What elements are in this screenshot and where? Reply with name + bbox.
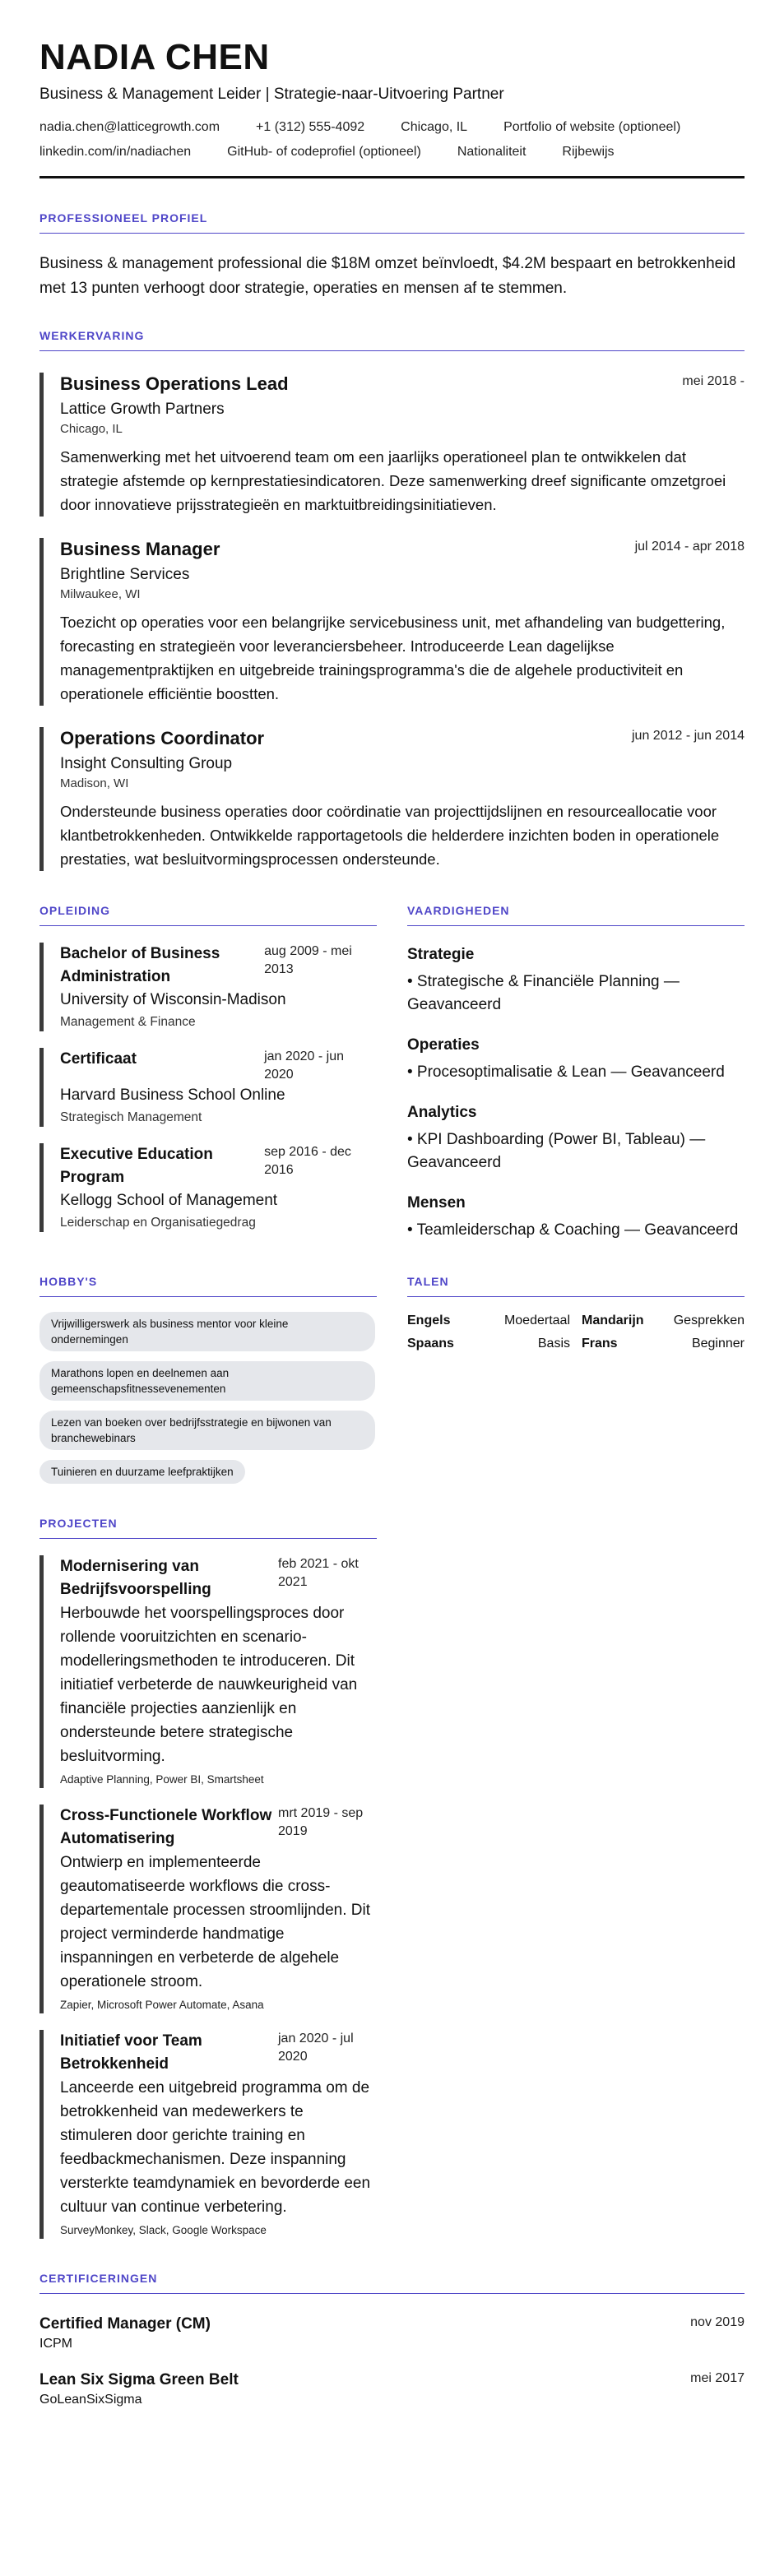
job-title: Business Operations Lead	[60, 373, 289, 394]
education-degree: Certificaat	[60, 1050, 137, 1068]
education-school: Kellogg School of Management	[60, 1192, 278, 1209]
header-divider	[39, 176, 745, 178]
job-description: Samenwerking met het uitvoerend team om een jaarlijks operationeel plan te ontwikkelen dat strategie afstemde op kernprestatiesindicatoren. Deze samenwerking dreef significante omzetgroei door innovatieve prijsstrategieën en marktuitbreidingsinitiatieven.	[60, 448, 726, 513]
section-title-projects: PROJECTEN	[39, 1517, 377, 1539]
education-date: aug 2009 - mei 2013	[264, 944, 352, 976]
hobbies-languages-row	[39, 1242, 745, 1484]
job-company: Lattice Growth Partners	[60, 401, 225, 418]
profile-summary: Business & management professional die $18M omzet beïnvloedt, $4.2M bespaart en betrokkenheid met 13 punten verhoogt door strategie, operaties en mensen af te stemmen.	[39, 255, 736, 297]
education-entry	[39, 1143, 377, 1232]
skills-section	[407, 871, 745, 1242]
skill-item: • Procesoptimalisatie & Lean — Geavanceerd	[407, 1063, 725, 1081]
experience-section	[39, 329, 745, 871]
contact-list	[39, 120, 747, 160]
resume-header	[39, 36, 745, 178]
project-entry	[39, 1555, 377, 1788]
project-title: Modernisering van Bedrijfsvoorspelling	[60, 1558, 211, 1598]
certification-entry	[39, 2370, 745, 2409]
projects-row-spacer	[407, 1484, 745, 2239]
project-description: Lanceerde een uitgebreid programma om de betrokkenheid van medewerkers te stimuleren door gerichte training en feedbackmechanismen. Deze inspanning versterkte teamdynamiek en bevorderde een cultuur van continue verbetering.	[60, 2079, 371, 2216]
language-level: Beginner	[691, 1337, 745, 1351]
education-school: Harvard Business School Online	[60, 1086, 285, 1104]
education-field: Leiderschap en Organisatiegedrag	[60, 1216, 256, 1230]
language-list	[407, 1313, 745, 1351]
project-date: mrt 2019 - sep 2019	[278, 1806, 364, 1838]
language-item	[407, 1313, 570, 1328]
project-tools: SurveyMonkey, Slack, Google Workspace	[60, 2224, 267, 2236]
job-title: Business Manager	[60, 539, 220, 559]
certification-name: Certified Manager (CM)	[39, 2315, 211, 2333]
project-description: Ontwierp en implementeerde geautomatiseerde workflows die cross-departementale processen stroomlijnden. Dit project verminderde handmatige inspanningen en verbeterde de algehele operationele stroom.	[60, 1854, 371, 1990]
contact-license: Rijbewijs	[562, 145, 615, 159]
certification-name: Lean Six Sigma Green Belt	[39, 2371, 239, 2388]
section-title-languages: TALEN	[407, 1275, 745, 1297]
profile-section	[39, 211, 745, 301]
language-level: Basis	[537, 1337, 570, 1351]
education-entry	[39, 943, 377, 1031]
job-date: jun 2012 - jun 2014	[632, 729, 745, 743]
job-description: Ondersteunde business operaties door coördinatie van projecttijdslijnen en resourceallocatie voor klantbetrokkenheden. Ontwikkelde rapportagetools die helderdere inzichten boden in operationele prestaties, wat besluitvormingsprocessen ondersteunde.	[60, 803, 720, 868]
job-company: Brightline Services	[60, 566, 190, 583]
project-entry	[39, 1805, 377, 2013]
language-name: Spaans	[407, 1337, 454, 1351]
experience-entry	[39, 727, 745, 871]
job-location: Chicago, IL	[60, 422, 123, 436]
project-date: feb 2021 - okt 2021	[278, 1557, 359, 1589]
project-date: jan 2020 - jul 2020	[278, 2032, 354, 2064]
contact-nationality: Nationaliteit	[457, 145, 527, 159]
job-company: Insight Consulting Group	[60, 755, 233, 772]
education-degree: Executive Education Program	[60, 1146, 213, 1186]
skill-category: Strategie	[407, 946, 475, 963]
contact-phone[interactable]: +1 (312) 555-4092	[256, 120, 365, 134]
language-item	[407, 1337, 570, 1351]
project-entry	[39, 2030, 377, 2239]
contact-location: Chicago, IL	[401, 120, 468, 134]
contact-email[interactable]: nadia.chen@latticegrowth.com	[39, 120, 220, 134]
job-date: mei 2018 -	[682, 374, 745, 388]
certifications-section	[39, 2272, 745, 2409]
experience-entry	[39, 538, 745, 706]
education-field: Management & Finance	[60, 1015, 196, 1029]
education-school: University of Wisconsin-Madison	[60, 991, 286, 1008]
hobby-tag: Vrijwilligerswerk als business mentor voor kleine ondernemingen	[39, 1312, 375, 1351]
hobby-tag: Marathons lopen en deelnemen aan gemeenschapsfitnessevenementen	[39, 1361, 375, 1401]
job-title: Operations Coordinator	[60, 728, 265, 748]
job-location: Milwaukee, WI	[60, 587, 141, 601]
skill-item: • Strategische & Financiële Planning — Geavanceerd	[407, 973, 680, 1013]
certification-issuer: GoLeanSixSigma	[39, 2393, 142, 2407]
section-title-profile: PROFESSIONEEL PROFIEL	[39, 211, 745, 234]
section-title-certifications: CERTIFICERINGEN	[39, 2272, 745, 2294]
language-name: Engels	[407, 1313, 451, 1327]
language-item	[582, 1337, 745, 1351]
certification-issuer: ICPM	[39, 2337, 72, 2351]
contact-linkedin[interactable]: linkedin.com/in/nadiachen	[39, 145, 192, 159]
hobbies-section	[39, 1242, 377, 1484]
hobby-tag: Lezen van boeken over bedrijfsstrategie en bijwonen van branchewebinars	[39, 1411, 375, 1450]
job-location: Madison, WI	[60, 776, 129, 790]
certification-date: mei 2017	[690, 2371, 745, 2385]
experience-entry	[39, 373, 745, 517]
language-level: Moedertaal	[503, 1313, 570, 1327]
section-title-hobbies: HOBBY'S	[39, 1275, 377, 1297]
education-entry	[39, 1048, 377, 1127]
section-title-education: OPLEIDING	[39, 904, 377, 926]
skill-category: Mensen	[407, 1194, 466, 1212]
language-name: Mandarijn	[582, 1313, 644, 1327]
person-subtitle: Business & Management Leider | Strategie-naar-Uitvoering Partner	[39, 86, 504, 103]
skill-item: • Teamleiderschap & Coaching — Geavanceerd	[407, 1221, 739, 1239]
person-name: NADIA CHEN	[39, 37, 270, 77]
education-date: sep 2016 - dec 2016	[264, 1145, 351, 1177]
education-field: Strategisch Management	[60, 1110, 202, 1124]
certification-date: nov 2019	[690, 2315, 745, 2329]
projects-row	[39, 1484, 745, 2239]
education-degree: Bachelor of Business Administration	[60, 945, 220, 985]
skill-item: • KPI Dashboarding (Power BI, Tableau) — Geavanceerd	[407, 1131, 706, 1171]
education-date: jan 2020 - jun 2020	[264, 1049, 345, 1082]
language-level: Gesprekken	[673, 1313, 745, 1327]
skill-category: Operaties	[407, 1036, 480, 1054]
education-skills-row	[39, 871, 745, 1242]
project-tools: Adaptive Planning, Power BI, Smartsheet	[60, 1773, 264, 1786]
project-description: Herbouwde het voorspellingsproces door rollende vooruitzichten en scenario-modelleringsmethoden te introduceren. Dit initiatief verbeterde de nauwkeurigheid van financiële projecties aanzienlijk en ondersteunde betere strategische besluitvorming.	[60, 1605, 358, 1765]
section-title-experience: WERKERVARING	[39, 329, 745, 351]
education-section	[39, 871, 377, 1242]
hobby-tag: Tuinieren en duurzame leefpraktijken	[39, 1460, 245, 1484]
job-date: jul 2014 - apr 2018	[634, 540, 745, 554]
section-title-skills: VAARDIGHEDEN	[407, 904, 745, 926]
contact-github[interactable]: GitHub- of codeprofiel (optioneel)	[227, 145, 421, 159]
skill-category: Analytics	[407, 1104, 477, 1121]
languages-section	[407, 1242, 745, 1484]
job-description: Toezicht op operaties voor een belangrijke servicebusiness unit, met afhandeling van budgettering, forecasting en strategieën voor leveranciersbeheer. Introduceerde Lean dagelijkse managementpraktijken en uitgebreide trainingsprogramma's die de algehele productiviteit en operationele efficiëntie boostten.	[60, 614, 726, 702]
contact-portfolio[interactable]: Portfolio of website (optioneel)	[503, 120, 681, 134]
project-title: Cross-Functionele Workflow Automatisering	[60, 1807, 272, 1847]
project-tools: Zapier, Microsoft Power Automate, Asana	[60, 1999, 264, 2011]
language-name: Frans	[582, 1337, 618, 1351]
project-title: Initiatief voor Team Betrokkenheid	[60, 2032, 202, 2073]
language-item	[582, 1313, 745, 1328]
projects-section	[39, 1484, 377, 2239]
certification-entry	[39, 2314, 745, 2353]
